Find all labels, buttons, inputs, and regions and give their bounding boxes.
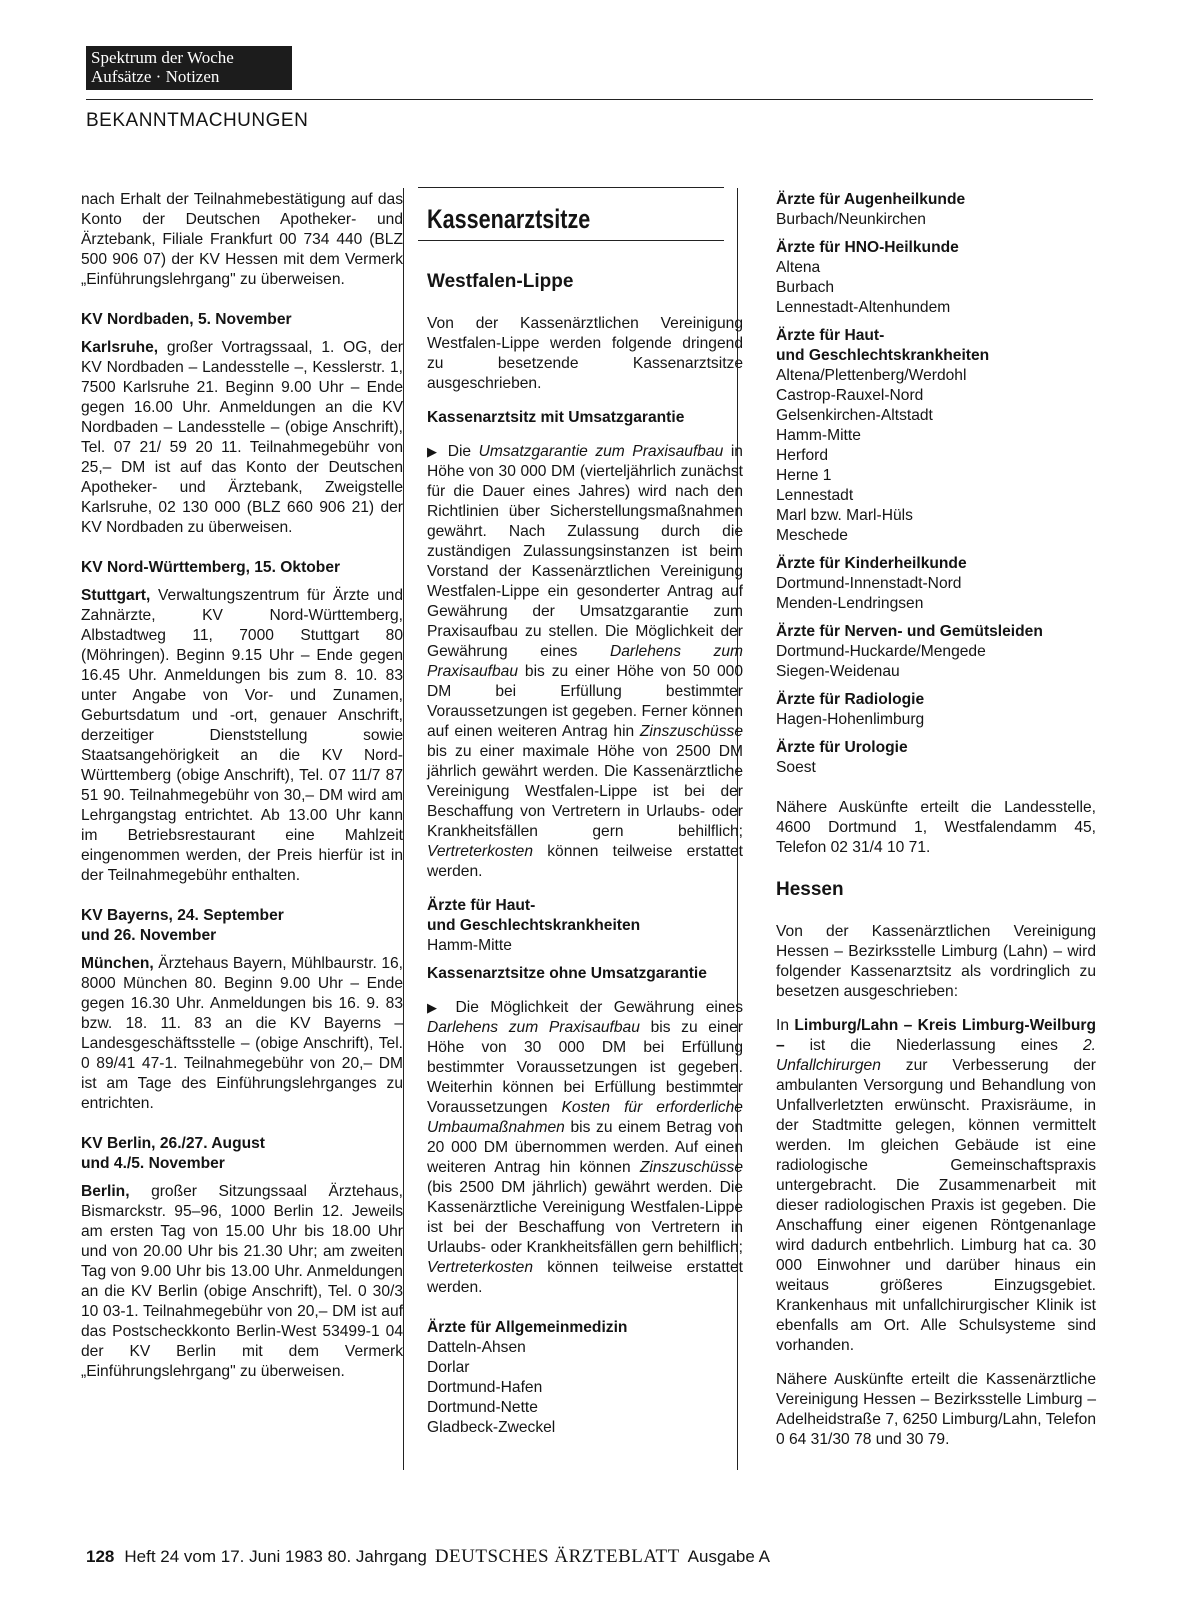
wuerttemberg-text: Verwaltungszentrum für Ärzte und Zahnärzte, KV Nord-Württemberg, Albstadtweg 11, 7000 Stuttgart 80 (Möhringen). Beginn 9.15 Uhr – Ende gegen 16.45 Uhr. Anmeldungen bis zum 8. 10. 83 unter Angabe von Vor- und Zunamen, Geburtsdatum und -ort, genauer Anschrift, derzeitiger Dienststellung sowie Staatsangehörigkeit an die KV Nord-Württemberg (obige Anschrift), Tel. 07 11/7 87 51 90. Teilnahmegebühr von 30,– DM wird am Lehrgangstag entrichtet. Ab 13.00 Uhr kann im Betriebsrestaurant eine Mahlzeit eingenommen werden, der Preis hierfür ist in der Teilnahmegebühr enthalten. xyxy=(81,587,403,884)
place-item: Dortmund-Huckarde/Mengede xyxy=(776,643,986,660)
ohne-umsatzgarantie-heading: Kassenarztsitze ohne Umsatzgarantie xyxy=(427,965,707,982)
bayerns-text: Ärztehaus Bayern, Mühlbaurstr. 16, 8000 München 80. Beginn 9.00 Uhr – Ende gegen 16.30 Uhr. Anmeldungen bis 16. 9. 83 bzw. 18. 11. 83 an die KV Bayerns – Landesgeschäftsstelle – (obige Anschrift), Tel. 0 89/41 47-1. Teilnahmegebühr von 20,– DM ist am Tage des Einführungslehrganges zu entrichten. xyxy=(81,955,403,1112)
haut-heading-line-2: und Geschlechtskrankheiten xyxy=(427,917,641,934)
berlin-heading xyxy=(81,1134,403,1174)
column-3 xyxy=(776,190,1096,1450)
bayerns-city: München, xyxy=(81,955,154,972)
emphasis: Vertreterkosten xyxy=(427,1259,534,1276)
text-fragment: Die xyxy=(447,443,472,460)
augen-heading: Ärzte für Augenheilkunde xyxy=(776,191,966,208)
emphasis: Umsatzgarantie zum Praxisaufbau xyxy=(478,443,724,460)
text-fragment: bis zu einer Höhe von 50 000 DM bei Erfüllung bestimmter Voraussetzungen ist gegeben. Ferner können auf einen weiteren Antrag hin xyxy=(427,663,743,740)
haut-heading-line-2: und Geschlechtskrankheiten xyxy=(776,347,990,364)
berlin-heading-line-1: KV Berlin, 26./27. August xyxy=(81,1135,265,1152)
hno-heading: Ärzte für HNO-Heilkunde xyxy=(776,239,959,256)
text-fragment: In xyxy=(776,1017,790,1034)
berlin-heading-line-2: und 4./5. November xyxy=(81,1155,225,1172)
emphasis: Vertreterkosten xyxy=(427,843,534,860)
bayerns-heading-line-2: und 26. November xyxy=(81,927,217,944)
nordbaden-text: großer Vortragssaal, 1. OG, der KV Nordbaden – Landesstelle –, Kesslerstr. 1, 7500 Karlsruhe 21. Beginn 9.00 Uhr – Ende gegen 16.00 Uhr. Anmeldungen an die KV Nordbaden – Landesstelle – (obige Anschrift), Tel. 07 21/ 59 20 11. Teilnahmegebühr von 25,– DM ist auf das Konto der Deutschen Apotheker- und Ärztebank, Zweigstelle Karlsruhe, 02 130 000 (BLZ 660 906 21) der KV Nordbaden zu überweisen. xyxy=(81,339,403,536)
column-2 xyxy=(427,190,743,1438)
masthead-line-1: Spektrum der Woche xyxy=(91,48,234,67)
place-item: Altena xyxy=(776,259,821,276)
radiologie-heading: Ärzte für Radiologie xyxy=(776,691,925,708)
bayerns-paragraph xyxy=(81,954,403,1114)
masthead-line-2: Aufsätze · Notizen xyxy=(91,67,220,86)
ohne-umsatzgarantie-paragraph xyxy=(427,998,743,1298)
emphasis: Zinszuschüsse xyxy=(639,1159,743,1176)
text-fragment: können teilweise erstattet werden. xyxy=(427,1259,743,1296)
page-footer xyxy=(86,1546,770,1568)
haut-place: Hamm-Mitte xyxy=(427,937,512,954)
hessen-intro: Von der Kassenärztlichen Vereinigung Hessen – Bezirksstelle Limburg (Lahn) – wird folgender Kassenarztsitz als vordringlich zu besetzen ausgeschrieben: xyxy=(776,923,1096,1000)
place-item: Menden-Lendringsen xyxy=(776,595,924,612)
nerven-heading: Ärzte für Nerven- und Gemütsleiden xyxy=(776,623,1043,640)
berlin-city: Berlin, xyxy=(81,1183,130,1200)
place-item: Castrop-Rauxel-Nord xyxy=(776,387,924,404)
wuerttemberg-city: Stuttgart, xyxy=(81,587,151,604)
umsatzgarantie-paragraph xyxy=(427,442,743,882)
place-item: Burbach xyxy=(776,279,835,296)
text-fragment: ist die Niederlassung eines xyxy=(809,1037,1058,1054)
column-divider-left xyxy=(403,188,404,1470)
place-item: Siegen-Weidenau xyxy=(776,663,900,680)
place-item: Herne 1 xyxy=(776,467,832,484)
place-item: Dortmund-Nette xyxy=(427,1399,538,1416)
berlin-text: großer Sitzungssaal Ärztehaus, Bismarckstr. 95–96, 1000 Berlin 12. Jeweils am ersten Tag von 15.00 Uhr bis 18.00 Uhr und von 20.00 Uhr bis 21.30 Uhr; am zweiten Tag von 9.00 Uhr bis 13.00 Uhr. Anmeldungen an die KV Berlin (obige Anschrift), Tel. 0 30/3 10 03-1. Teilnahmegebühr von 20,– DM ist auf das Postscheckkonto Berlin-West 53499-1 04 der KV Berlin mit dem Vermerk „Einführungslehrgang" zu überweisen. xyxy=(81,1183,403,1380)
text-fragment: können teilweise erstattet werden. xyxy=(427,843,743,880)
place-item: Hagen-Hohenlimburg xyxy=(776,711,925,728)
westfalen-info-paragraph: Nähere Auskünfte erteilt die Landesstelle, 4600 Dortmund 1, Westfalendamm 45, Telefon 02 31/4 10 71. xyxy=(776,799,1096,856)
bayerns-heading xyxy=(81,906,403,946)
header-rule xyxy=(86,99,1093,100)
place-item: Hamm-Mitte xyxy=(776,427,861,444)
place-item: Datteln-Ahsen xyxy=(427,1339,526,1356)
place-item: Gladbeck-Zweckel xyxy=(427,1419,556,1436)
title-top-rule xyxy=(418,187,724,188)
publication-name: DEUTSCHES ÄRZTEBLATT xyxy=(434,1546,680,1567)
text-fragment: (bis 2500 DM jährlich) gewährt werden. Die Kassenärztliche Vereinigung Westfalen-Lippe ist bei der Beschaffung von Vertretern in Urlaubs- oder Krankheitsfällen gern behilflich; xyxy=(427,1179,743,1256)
hessen-info-paragraph: Nähere Auskünfte erteilt die Kassenärztliche Vereinigung Hessen – Bezirksstelle Limburg – Adelheidstraße 7, 6250 Limburg/Lahn, Telefon 0 64 31/30 78 und 30 79. xyxy=(776,1371,1096,1448)
bayerns-heading-line-1: KV Bayerns, 24. September xyxy=(81,907,284,924)
emphasis: 2. Unfallchirurgen xyxy=(776,1037,1096,1074)
place-item: Meschede xyxy=(776,527,848,544)
kinder-heading: Ärzte für Kinderheilkunde xyxy=(776,555,967,572)
masthead xyxy=(86,46,292,90)
place-item: Dortmund-Innenstadt-Nord xyxy=(776,575,962,592)
haut-heading xyxy=(427,896,743,936)
region-heading-hessen: Hessen xyxy=(776,879,844,900)
wuerttemberg-heading: KV Nord-Württemberg, 15. Oktober xyxy=(81,559,341,576)
emphasis: Zinszuschüsse xyxy=(639,723,743,740)
nordbaden-heading: KV Nordbaden, 5. November xyxy=(81,311,292,328)
westfalen-intro: Von der Kassenärztlichen Vereinigung Westfalen-Lippe werden folgende dringend zu besetzende Kassenarztsitze ausgeschrieben. xyxy=(427,315,743,392)
place-item: Marl bzw. Marl-Hüls xyxy=(776,507,913,524)
wuerttemberg-paragraph xyxy=(81,586,403,886)
umsatzgarantie-heading: Kassenarztsitz mit Umsatzgarantie xyxy=(427,409,685,426)
emphasis: Darlehens zum Praxisaufbau xyxy=(427,1019,640,1036)
haut-heading-line-1: Ärzte für Haut- xyxy=(776,327,885,344)
urologie-heading: Ärzte für Urologie xyxy=(776,739,908,756)
place-item: Soest xyxy=(776,759,816,776)
article-title: Kassenarztsitze xyxy=(427,204,591,234)
nordbaden-paragraph xyxy=(81,338,403,538)
place-item: Lennestadt xyxy=(776,487,854,504)
place-item: Burbach/Neunkirchen xyxy=(776,211,926,228)
location-emphasis: Limburg/Lahn – Kreis Limburg-Weilburg – xyxy=(776,1017,1096,1054)
haut-heading-line-1: Ärzte für Haut- xyxy=(427,897,536,914)
text-fragment: bis zu einer Höhe von 30 000 DM bei Erfüllung bestimmter Voraussetzungen ist gegeben. Weiterhin können bei Erfüllung bestimmter Voraussetzungen xyxy=(427,1019,743,1116)
text-fragment: Die Möglichkeit der Gewährung eines xyxy=(455,999,744,1016)
text-fragment: zur Verbesserung der ambulanten Versorgung und Behandlung von Unfallverletzten erwünscht. Praxisräume, in der Stadtmitte gelegen, können vermittelt werden. Im gleichen Gebäude ist eine radiologische Gemeinschaftspraxis untergebracht. Die Zusammenarbeit mit dieser radiologischen Praxis ist gegeben. Die Anschaffung einer eigenen Röntgenanlage wird dadurch entbehrlich. Limburg hat ca. 30 000 Einwohner und darüber hinaus ein weitaus größeres Einzugsgebiet. Krankenhaus mit unfallchirurgischer Klinik ist ebenfalls am Ort. Alle Schulsysteme sind vorhanden. xyxy=(776,1057,1096,1354)
emphasis: Kosten für erforderliche Umbaumaßnahmen xyxy=(427,1099,743,1136)
arrow-icon: ▶ xyxy=(427,1000,445,1015)
column-1 xyxy=(81,190,403,1382)
nordbaden-city: Karlsruhe, xyxy=(81,339,159,356)
text-fragment: bis zu einer maximale Höhe von 2500 DM jährlich gewährt werden. Die Kassenärztliche Vereinigung Westfalen-Lippe ist bei der Beschaffung von Vertretern in Urlaubs- oder Krankheitsfällen gern behilflich; xyxy=(427,743,743,840)
edition-label: Ausgabe A xyxy=(687,1547,770,1566)
page-number: 128 xyxy=(86,1547,115,1566)
emphasis: Darlehens zum Praxisaufbau xyxy=(427,643,743,680)
allgemeinmedizin-heading: Ärzte für Allgemeinmedizin xyxy=(427,1319,628,1336)
place-item: Altena/Plettenberg/Werdohl xyxy=(776,367,967,384)
haut-heading xyxy=(776,326,1096,366)
arrow-icon: ▶ xyxy=(427,444,441,459)
place-item: Gelsenkirchen-Altstadt xyxy=(776,407,933,424)
text-fragment: bis zu einem Betrag von 20 000 DM übernommen werden. Auf einen weiteren Antrag hin können xyxy=(427,1119,743,1176)
section-label: BEKANNTMACHUNGEN xyxy=(86,110,309,131)
limburg-paragraph xyxy=(776,1016,1096,1356)
place-item: Dortmund-Hafen xyxy=(427,1379,543,1396)
intro-paragraph: nach Erhalt der Teilnahmebestätigung auf das Konto der Deutschen Apotheker- und Ärztebank, Filiale Frankfurt 00 734 440 (BLZ 500 906 07) der KV Hessen mit dem Vermerk „Einführungslehrgang" zu überweisen. xyxy=(81,191,403,288)
place-item: Lennestadt-Altenhundem xyxy=(776,299,951,316)
berlin-paragraph xyxy=(81,1182,403,1382)
region-heading-westfalen: Westfalen-Lippe xyxy=(427,271,574,292)
text-fragment: in Höhe von 30 000 DM (vierteljährlich zunächst für die Dauer eines Jahres) wird nach den Richtlinien über Sicherstellungsmaßnahmen gewährt. Nach Zulassung durch die zuständigen Zulassungsinstanzen ist beim Vorstand der Kassenärztlichen Vereinigung Westfalen-Lippe ein gesonderter Antrag auf Gewährung der Umsatzgarantie zum Praxisaufbau zu stellen. Die Möglichkeit der Gewährung eines xyxy=(427,443,743,660)
place-item: Dorlar xyxy=(427,1359,470,1376)
issue-info: Heft 24 vom 17. Juni 1983 80. Jahrgang xyxy=(124,1547,427,1566)
place-item: Herford xyxy=(776,447,828,464)
